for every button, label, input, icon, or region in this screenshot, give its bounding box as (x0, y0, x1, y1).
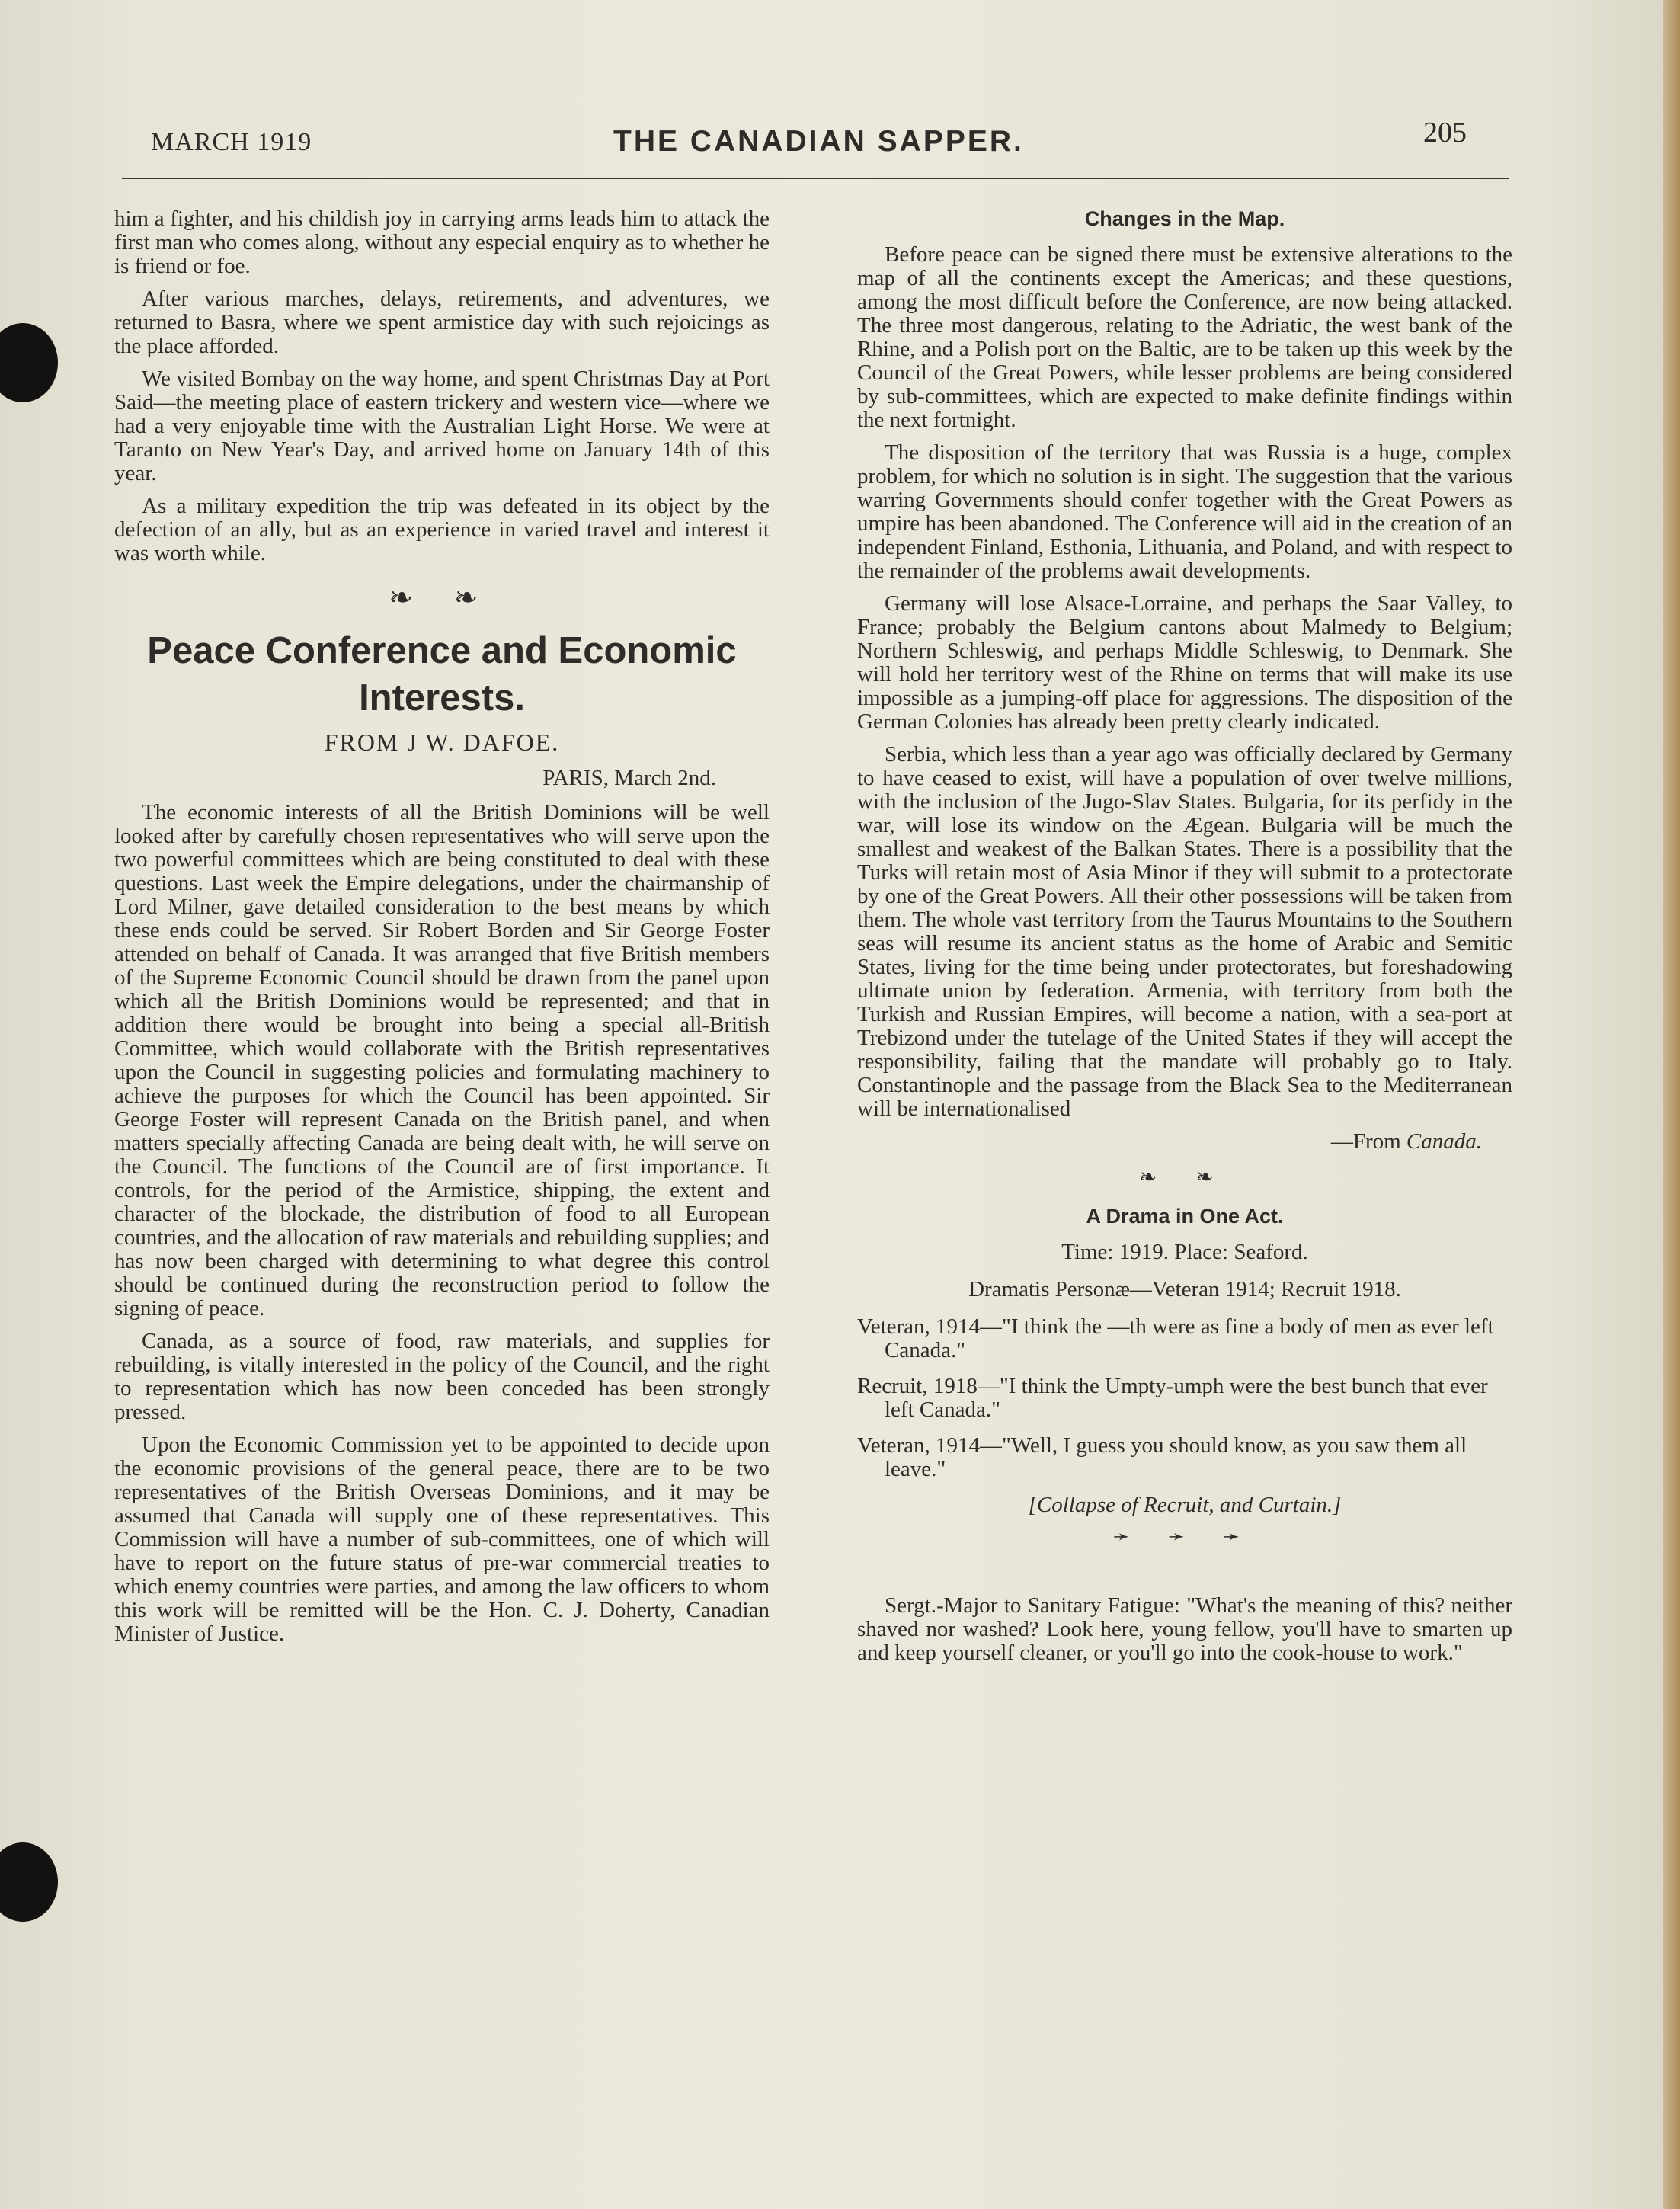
continued-paragraph: As a military expedition the trip was defeated in its object by the defection of an ally, but as an experience in varied travel and interest it was worth while. (114, 494, 770, 565)
article-paragraph: Canada, as a source of food, raw materials, and supplies for rebuilding, is vitally interested in the policy of the Council, and the right to representation which has now been conceded has been strongly pressed. (114, 1329, 770, 1424)
header-date: MARCH 1919 (151, 128, 312, 156)
drama-line: Veteran, 1914—"I think the —th were as fine a body of men as ever left Canada." (857, 1314, 1494, 1362)
attribution-prefix: —From (1330, 1129, 1406, 1154)
continued-paragraph: We visited Bombay on the way home, and spent Christmas Day at Port Said—the meeting place of eastern trickery and western vice—where we had a very enjoyable time with the Australian Light Horse. We were at Taranto on New Year's Day, and arrived home on January 14th of this year. (114, 367, 770, 485)
continued-paragraph: After various marches, delays, retirements, and adventures, we returned to Basra, where we spent armistice day with such rejoicings as the place afforded. (114, 287, 770, 358)
binding-hole-top (0, 323, 58, 402)
arrow-divider: ➛ ➛ ➛ (1112, 1525, 1257, 1548)
right-column (857, 207, 1512, 1674)
fleuron-ornament: ❧ ❧ (389, 582, 495, 614)
binding-hole-bottom (0, 1842, 58, 1922)
article-byline: FROM J W. DAFOE. (324, 728, 560, 756)
article-paragraph: Upon the Economic Commission yet to be appointed to decide upon the economic provisions of the general peace, there are to be two representatives of the British Overseas Dominions, and it may be assumed that Canada will supply one of these representatives. This Commission will have a number of sub-committees, one of which will have to report on the future status of pre-war commercial treaties to which enemy countries were parties, and among the law officers to whom this work will be remitted will be the Hon. C. J. Doherty, Canadian Minister of Justice. (114, 1433, 770, 1646)
header-rule (122, 178, 1509, 179)
article-title: Peace Conference and Economic Interests. (147, 630, 737, 719)
drama-line: Recruit, 1918—"I think the Umpty-umph were the best bunch that ever left Canada." (857, 1374, 1488, 1422)
drama-line: Veteran, 1914—"Well, I guess you should know, as you saw them all leave." (857, 1433, 1467, 1481)
attribution-source: Canada. (1406, 1129, 1482, 1154)
attribution (857, 1130, 1482, 1154)
map-paragraph: Before peace can be signed there must be extensive alterations to the map of all the continents except the Americas; and these questions, among the most difficult before the Conference, are now being attacked. The three most dangerous, relating to the Adriatic, the west bank of the Rhine, and a Polish port on the Baltic, are to be taken up this week by the Council of the Great Powers, while lesser problems are being considered by sub-committees, which are expected to make definite findings within the next fortnight. (857, 242, 1512, 432)
page-edge (1663, 0, 1680, 2209)
article-paragraph: The economic interests of all the British Dominions will be well looked after by carefully chosen representatives who will serve upon the two powerful committees which are being constituted to deal with these questions. Last week the Empire delegations, under the chairmanship of Lord Milner, gave detailed consideration to the best means by which these ends could be served. Sir Robert Borden and Sir George Foster attended on behalf of Canada. It was arranged that five British members of the Supreme Economic Council should be drawn from the panel upon which all the British Dominions would be represented; and that in addition there would be brought into being a special all-British Committee, which would collaborate with the British representatives upon the Council in suggesting policies and formulating machinery to achieve the purposes for which the Council has been appointed. Sir George Foster will represent Canada on the British panel, and when matters specially affecting Canada are being dealt with, he will serve on the Council. The functions of the Council are of first importance. It controls, for the period of the Armistice, shipping, the extent and character of the blockade, the distribution of food to all European countries, and the allocation of raw materials and rebuilding supplies; and has now been charged with determining to what degree this control should be continued during the reconstruction period to follow the signing of peace. (114, 800, 770, 1321)
closing-paragraph: Sergt.-Major to Sanitary Fatigue: "What's the meaning of this? neither shaved nor washed? Look here, young fellow, you'll have to smarten up and keep yourself cleaner, or you'll go into the cook-house to work." (857, 1593, 1512, 1665)
fleuron-ornament: ❧ ❧ (1139, 1166, 1230, 1189)
section-title-map: Changes in the Map. (1084, 207, 1285, 230)
article-dateline: PARIS, March 2nd. (542, 766, 716, 790)
section-title-drama: A Drama in One Act. (1086, 1205, 1284, 1228)
left-column (114, 207, 770, 1655)
page-number: 205 (1423, 117, 1467, 149)
drama-personae: Dramatis Personæ—Veteran 1914; Recruit 1918. (968, 1277, 1401, 1301)
drama-time-place: Time: 1919. Place: Seaford. (1061, 1240, 1308, 1264)
continued-paragraph: him a fighter, and his childish joy in carrying arms leads him to attack the first man who comes along, without any especial enquiry as to whether he is friend or foe. (114, 206, 770, 278)
map-paragraph: Serbia, which less than a year ago was officially declared by Germany to have ceased to exist, will have a population of over twelve millions, with the inclusion of the Jugo-Slav States. Bulgaria, for its perfidy in the war, will lose its window on the Ægean. Bulgaria will be much the smallest and weakest of the Balkan States. There is a possibility that the Turks will retain most of Asia Minor if they will submit to a protectorate by one of the Great Powers. All their other possessions will be taken from them. The whole vast territory from the Taurus Mountains to the Southern seas will resume its ancient status as the home of Arabic and Semitic States, living for the time being under protectorates, but foreshadowing ultimate union by federation. Armenia, with territory from both the Turkish and Russian Empires, will become a nation, with a sea-port at Trebizond under the tutelage of the United States if they will accept the responsibility, failing that the mandate will probably go to Italy. Constantinople and the passage from the Black Sea to the Mediterranean will be internationalised (857, 742, 1512, 1121)
map-paragraph: The disposition of the territory that was Russia is a huge, complex problem, for which no solution is in sight. The suggestion that the various warring Governments should confer together with the Great Powers as umpire has been abandoned. The Conference will aid in the creation of an independent Finland, Esthonia, Lithuania, and Poland, and with respect to the remainder of the problems await developments. (857, 440, 1512, 583)
stage-direction: [Collapse of Recruit, and Curtain.] (1028, 1493, 1342, 1517)
header-title: THE CANADIAN SAPPER. (613, 125, 1024, 158)
map-paragraph: Germany will lose Alsace-Lorraine, and perhaps the Saar Valley, to France; probably the Belgium cantons about Malmedy to Belgium; Northern Schleswig, and perhaps Middle Schleswig, to Denmark. She will hold her territory west of the Rhine on terms that will make its use impossible as a jumping-off place for aggressions. The disposition of the German Colonies has already been pretty clearly indicated. (857, 591, 1512, 734)
